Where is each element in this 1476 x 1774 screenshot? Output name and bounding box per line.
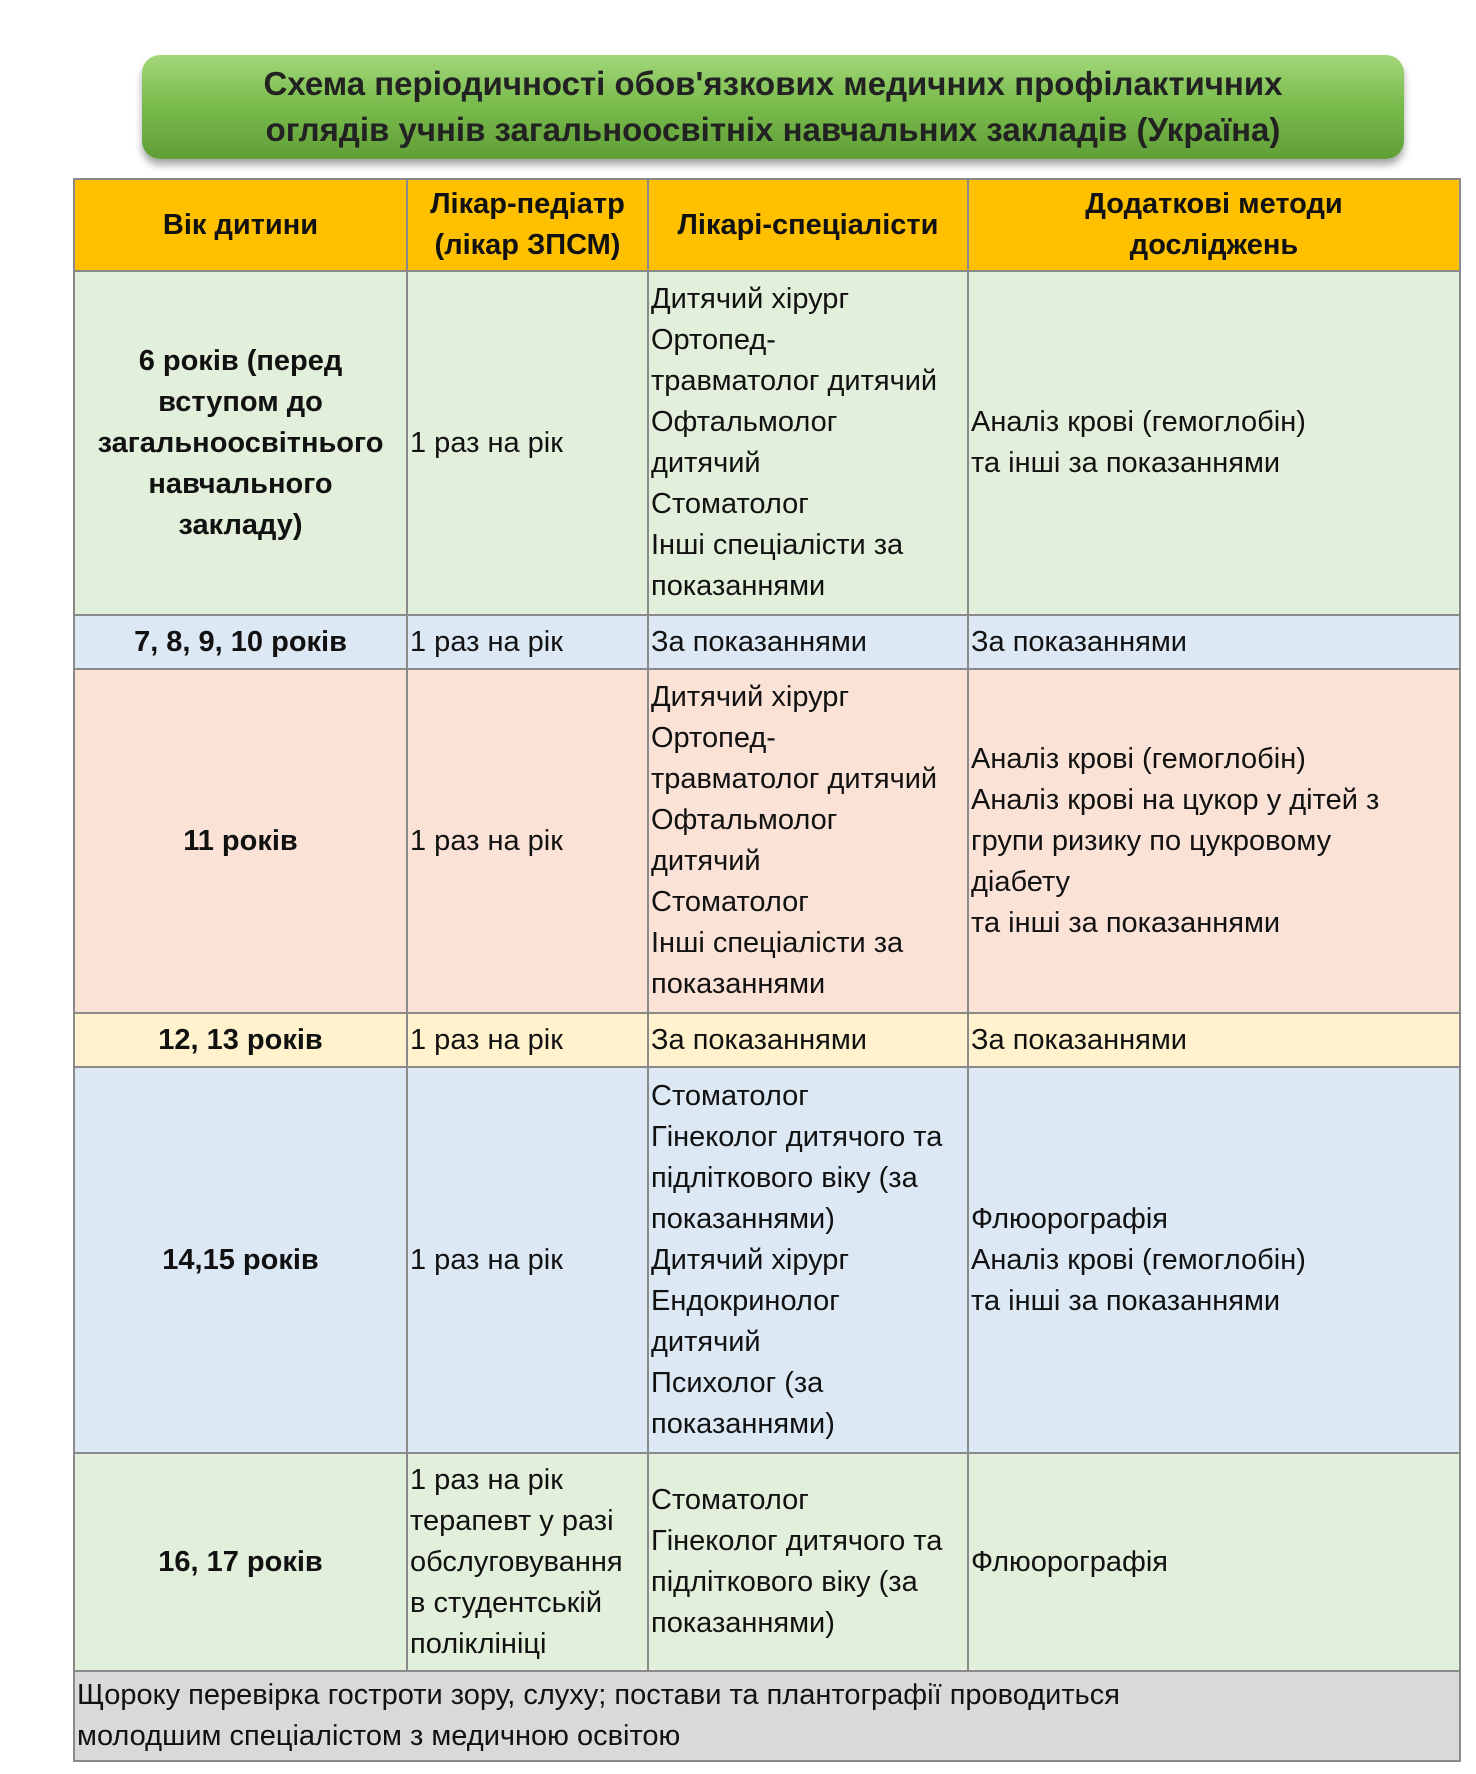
- cell-line: в студентській: [410, 1586, 603, 1619]
- header-specialists: Лікарі-спеціалісти: [648, 179, 968, 271]
- cell-line: Гінеколог дитячого та: [651, 1120, 943, 1153]
- header-methods: Додаткові методи досліджень: [968, 179, 1460, 271]
- cell-line: 11 років: [183, 824, 298, 857]
- cell-line: Офтальмолог: [651, 804, 838, 836]
- cell-line: За показаннями: [651, 625, 867, 658]
- exam-schedule-table: [73, 178, 1461, 1762]
- cell-pediatrician: [407, 1013, 648, 1067]
- cell-specialists: [648, 1453, 968, 1671]
- cell-line: підліткового віку (за: [651, 1566, 918, 1598]
- cell-line: навчального: [148, 467, 333, 500]
- header-pediatrician: Лікар-педіатр (лікар ЗПСМ): [407, 179, 648, 271]
- header-row: [74, 179, 1460, 271]
- cell-line: 1 раз на рік: [410, 1463, 563, 1496]
- cell-methods: [968, 1453, 1460, 1671]
- cell-line: Аналіз крові (гемоглобін): [971, 406, 1306, 438]
- cell-line: За показаннями: [651, 1023, 867, 1056]
- cell-line: 1 раз на рік: [410, 426, 563, 459]
- cell-line: закладу): [178, 508, 303, 541]
- cell-line: дитячий: [651, 447, 761, 479]
- cell-age: [74, 1067, 407, 1453]
- title-line-2: оглядів учнів загальноосвітніх навчальних закладів (Україна): [265, 111, 1281, 148]
- cell-methods: [968, 271, 1460, 615]
- cell-line: та інші за показаннями: [971, 906, 1281, 939]
- cell-line: 1 раз на рік: [410, 1023, 563, 1056]
- cell-line: Аналіз крові на цукор у дітей з: [971, 783, 1380, 816]
- cell-line: показаннями: [651, 570, 826, 602]
- cell-pediatrician: [407, 615, 648, 669]
- cell-line: Гінеколог дитячого та: [651, 1525, 943, 1557]
- cell-line: показаннями: [651, 968, 826, 1000]
- cell-line: показаннями): [651, 1202, 835, 1235]
- cell-specialists: [648, 669, 968, 1013]
- cell-methods: [968, 1013, 1460, 1067]
- cell-line: Інші спеціалісти за: [651, 927, 904, 959]
- cell-methods: [968, 615, 1460, 669]
- table-row: [74, 271, 1460, 615]
- cell-line: Флюорографія: [971, 1545, 1168, 1578]
- cell-line: Аналіз крові (гемоглобін): [971, 1243, 1306, 1276]
- cell-line: загальноосвітнього: [97, 426, 384, 459]
- cell-age: [74, 669, 407, 1013]
- cell-line: Інші спеціалісти за: [651, 529, 904, 561]
- cell-age: [74, 615, 407, 669]
- title-banner: [142, 55, 1404, 159]
- cell-line: Дитячий хірург: [651, 1243, 850, 1276]
- cell-line: 14,15 років: [162, 1243, 319, 1276]
- table-row: [74, 669, 1460, 1013]
- cell-line: та інші за показаннями: [971, 1284, 1281, 1317]
- cell-pediatrician: [407, 1453, 648, 1671]
- footnote-row: [74, 1671, 1460, 1761]
- cell-line: діабету: [971, 865, 1071, 898]
- table-row: [74, 1013, 1460, 1067]
- cell-specialists: [648, 1013, 968, 1067]
- cell-methods: [968, 1067, 1460, 1453]
- cell-line: За показаннями: [971, 1023, 1187, 1056]
- cell-line: 12, 13 років: [158, 1023, 323, 1056]
- cell-line: Ендокринолог: [651, 1284, 840, 1317]
- cell-line: Ортопед-: [651, 324, 776, 356]
- cell-line: та інші за показаннями: [971, 447, 1281, 479]
- cell-line: Аналіз крові (гемоглобін): [971, 742, 1306, 775]
- cell-line: травматолог дитячий: [651, 365, 938, 397]
- cell-line: Психолог (за: [651, 1366, 824, 1399]
- cell-line: травматолог дитячий: [651, 763, 938, 795]
- table-row: [74, 1067, 1460, 1453]
- cell-line: Стоматолог: [651, 886, 809, 918]
- cell-age: [74, 1013, 407, 1067]
- cell-age: [74, 271, 407, 615]
- cell-line: 6 років (перед: [138, 344, 343, 377]
- cell-line: Офтальмолог: [651, 406, 838, 438]
- cell-pediatrician: [407, 1067, 648, 1453]
- cell-line: 7, 8, 9, 10 років: [134, 625, 347, 658]
- cell-line: 16, 17 років: [158, 1545, 323, 1578]
- header-age: Вік дитини: [74, 179, 407, 271]
- cell-line: За показаннями: [971, 625, 1187, 658]
- cell-line: 1 раз на рік: [410, 625, 563, 658]
- title-line-1: Схема періодичності обов'язкових медичних профілактичних: [263, 65, 1283, 102]
- cell-line: 1 раз на рік: [410, 1243, 563, 1276]
- footnote: Щороку перевірка гостроти зору, слуху; постави та плантографії проводиться молодшим спеціалістом з медичною освітою: [74, 1671, 1460, 1761]
- cell-line: Стоматолог: [651, 1079, 809, 1112]
- cell-specialists: [648, 1067, 968, 1453]
- cell-line: вступом до: [158, 385, 323, 418]
- cell-line: 1 раз на рік: [410, 824, 563, 857]
- cell-pediatrician: [407, 669, 648, 1013]
- cell-line: Дитячий хірург: [651, 283, 850, 315]
- cell-specialists: [648, 271, 968, 615]
- cell-line: підліткового віку (за: [651, 1161, 918, 1194]
- cell-line: Стоматолог: [651, 488, 809, 520]
- cell-line: поліклініці: [410, 1627, 547, 1660]
- cell-line: показаннями): [651, 1407, 835, 1440]
- cell-line: Дитячий хірург: [651, 681, 850, 713]
- cell-line: обслуговування: [410, 1545, 623, 1578]
- table-row: [74, 615, 1460, 669]
- cell-line: показаннями): [651, 1607, 835, 1639]
- cell-line: Ортопед-: [651, 722, 776, 754]
- cell-line: дитячий: [651, 845, 761, 877]
- cell-line: дитячий: [651, 1325, 761, 1358]
- cell-specialists: [648, 615, 968, 669]
- cell-pediatrician: [407, 271, 648, 615]
- cell-line: Стоматолог: [651, 1484, 809, 1516]
- table-row: [74, 1453, 1460, 1671]
- cell-methods: [968, 669, 1460, 1013]
- cell-age: [74, 1453, 407, 1671]
- cell-line: групи ризику по цукровому: [971, 824, 1332, 857]
- cell-line: терапевт у разі: [410, 1504, 614, 1537]
- cell-line: Флюорографія: [971, 1202, 1168, 1235]
